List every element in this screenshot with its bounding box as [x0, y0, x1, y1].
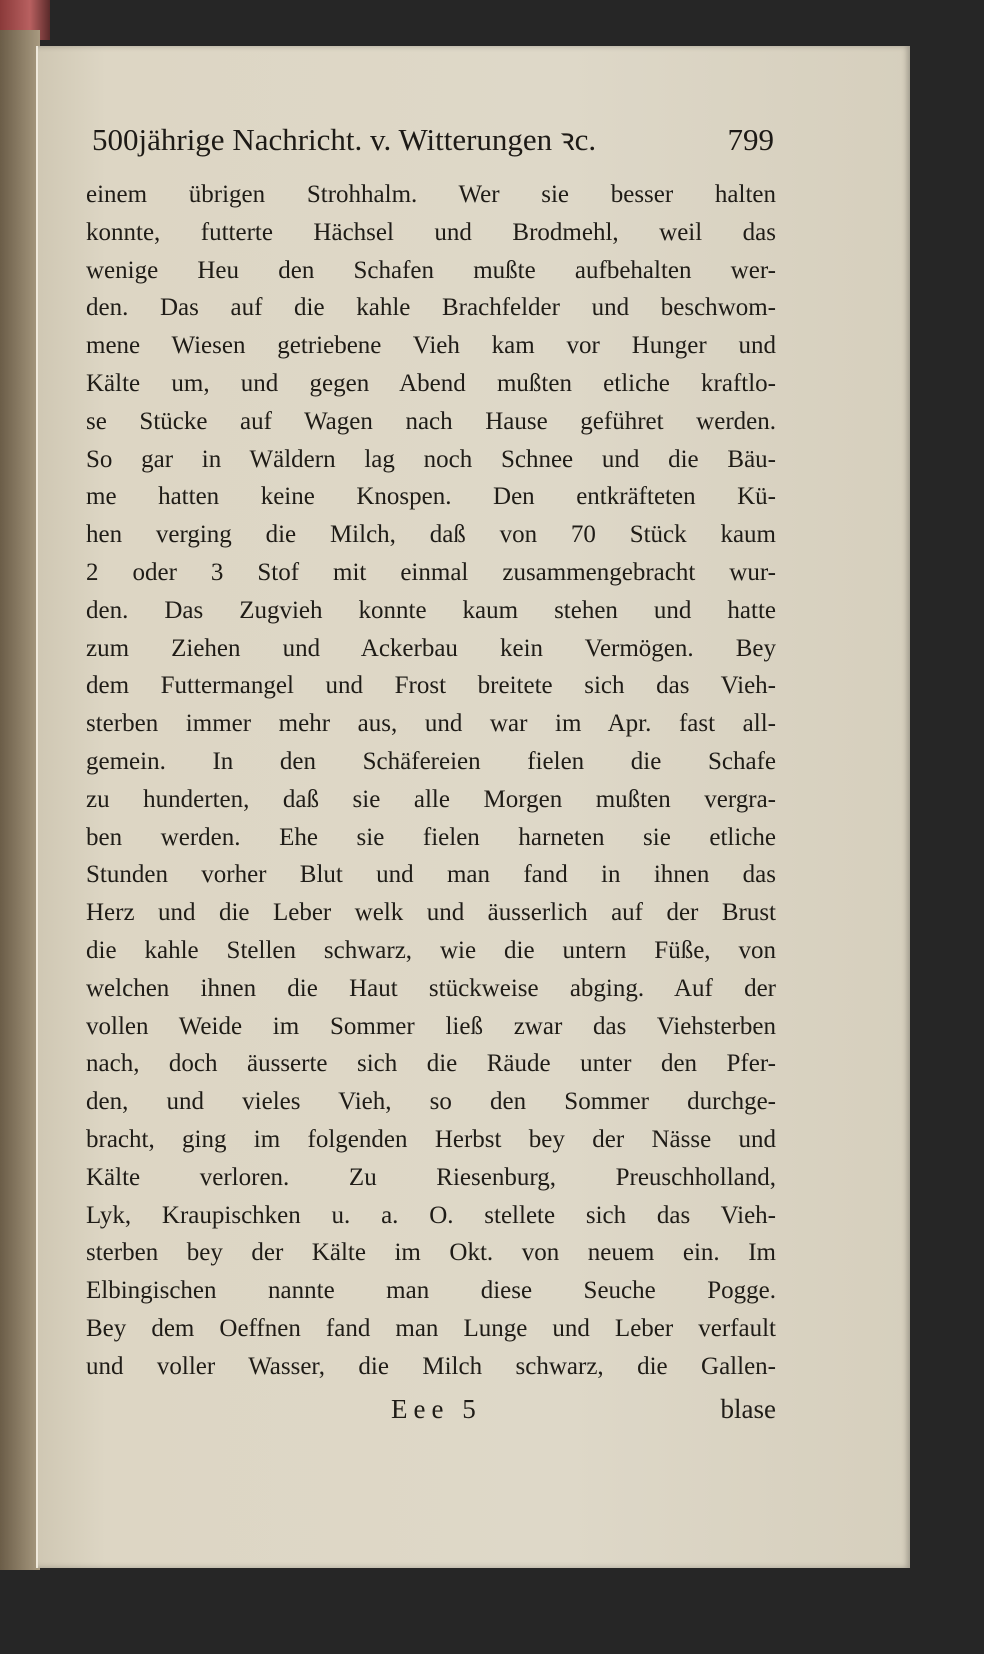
running-title: 500jährige Nachricht. v. Witterungen ꝛc. [92, 122, 597, 157]
catchword: blase [720, 1394, 776, 1424]
page-body-text [86, 176, 776, 1386]
text-line: Kälte um, und gegen Abend mußten etliche kraftlo- [86, 369, 776, 397]
text-line: ben werden. Ehe sie fielen harneten sie etliche [86, 823, 776, 851]
text-line: welchen ihnen die Haut stückweise abging. Auf der [86, 974, 776, 1002]
text-line: hen verging die Milch, daß von 70 Stück kaum [86, 521, 776, 549]
text-line: dem Futtermangel und Frost breitete sich das Vieh- [86, 672, 776, 700]
text-line: den. Das auf die kahle Brachfelder und beschwom- [86, 294, 776, 322]
text-line: gemein. In den Schäfereien fielen die Schafe [86, 747, 776, 775]
text-line: zum Ziehen und Ackerbau kein Vermögen. Bey [86, 634, 776, 662]
text-line: den. Das Zugvieh konnte kaum stehen und hatte [86, 596, 776, 624]
text-line: wenige Heu den Schafen mußte aufbehalten wer- [86, 256, 776, 284]
text-line: se Stücke auf Wagen nach Hause geführet werden. [86, 407, 776, 435]
text-line: bracht, ging im folgenden Herbst bey der Nässe und [86, 1125, 776, 1153]
text-line: So gar in Wäldern lag noch Schnee und die Bäu- [86, 445, 776, 473]
text-line: mene Wiesen getriebene Vieh kam vor Hunger und [86, 332, 776, 360]
text-line: Bey dem Oeffnen fand man Lunge und Leber verfault [86, 1314, 776, 1342]
text-line: 2 oder 3 Stof mit einmal zusammengebracht wur- [86, 558, 776, 586]
text-line: konnte, futterte Hächsel und Brodmehl, weil das [86, 218, 776, 246]
text-line: Stunden vorher Blut und man fand in ihnen das [86, 861, 776, 889]
text-line: sterben bey der Kälte im Okt. von neuem ein. Im [86, 1239, 776, 1267]
text-line: Lyk, Kraupischken u. a. O. stellete sich das Vieh- [86, 1201, 776, 1229]
text-line: Kälte verloren. Zu Riesenburg, Preuschholland, [86, 1163, 776, 1191]
text-line: Herz und die Leber welk und äusserlich auf der Brust [86, 899, 776, 927]
text-line: vollen Weide im Sommer ließ zwar das Viehsterben [86, 1012, 776, 1040]
text-line: einem übrigen Strohhalm. Wer sie besser halten [86, 181, 776, 208]
text-line: nach, doch äusserte sich die Räude unter den Pfer- [86, 1050, 776, 1078]
text-line: sterben immer mehr aus, und war im Apr. fast all- [86, 710, 776, 738]
text-line: und voller Wasser, die Milch schwarz, die Gallen- [86, 1352, 776, 1380]
text-line: me hatten keine Knospen. Den entkräfteten Kü- [86, 483, 776, 511]
previous-page-edge [0, 30, 40, 1570]
text-line: den, und vieles Vieh, so den Sommer durchge- [86, 1088, 776, 1116]
page-header [92, 118, 774, 160]
signature-mark: Eee 5 [391, 1394, 482, 1424]
text-line: zu hunderten, daß sie alle Morgen mußten vergra- [86, 785, 776, 813]
page-number: 799 [727, 122, 774, 157]
text-line: die kahle Stellen schwarz, wie die untern Füße, von [86, 936, 776, 964]
text-line: Elbingischen nannte man diese Seuche Pogge. [86, 1277, 776, 1305]
page-footer [86, 1394, 776, 1434]
